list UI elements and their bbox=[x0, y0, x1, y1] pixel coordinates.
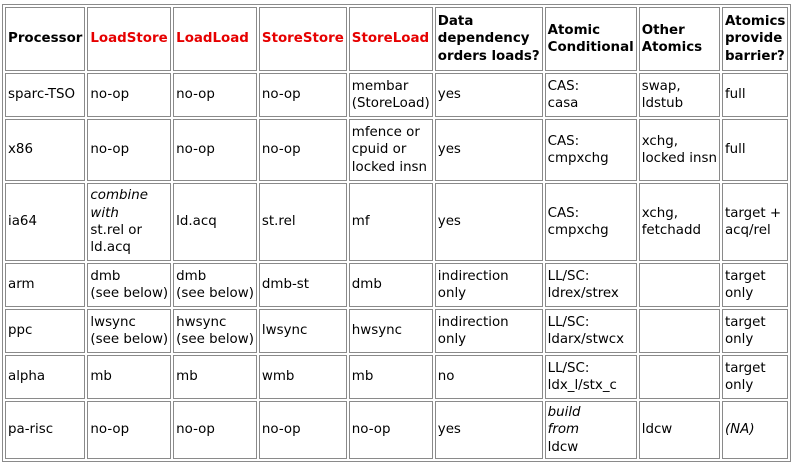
table-cell bbox=[545, 263, 637, 307]
cell-line: acq/rel bbox=[724, 223, 771, 238]
cell-line: no-op bbox=[351, 422, 391, 438]
table-row bbox=[5, 73, 788, 117]
cell-line: indirection bbox=[437, 314, 509, 330]
table-cell bbox=[545, 119, 637, 181]
table-cell bbox=[639, 73, 720, 117]
table-cell bbox=[435, 119, 543, 181]
cell-line: st.rel or bbox=[90, 223, 142, 238]
cell-line: CAS: bbox=[547, 78, 580, 94]
table-row bbox=[5, 183, 788, 261]
cell-line: dmb-st bbox=[261, 277, 310, 293]
table-cell bbox=[259, 183, 347, 261]
cell-line: yes bbox=[437, 142, 461, 158]
cell-line: target bbox=[724, 268, 766, 284]
cell-line: (NA) bbox=[724, 422, 755, 438]
column-header-line: Atomics bbox=[724, 13, 786, 29]
table-cell bbox=[435, 183, 543, 261]
table-cell bbox=[639, 355, 720, 399]
table-cell bbox=[87, 73, 171, 117]
cell-line: only bbox=[724, 286, 754, 301]
cell-line: (StoreLoad) bbox=[351, 96, 430, 111]
table-cell bbox=[545, 401, 637, 459]
cell-line: mb bbox=[176, 369, 198, 385]
cell-line: full bbox=[724, 142, 746, 158]
cell-line: ldcw bbox=[547, 439, 579, 455]
table-cell bbox=[87, 401, 171, 459]
table-cell bbox=[173, 401, 257, 459]
table-cell bbox=[259, 263, 347, 307]
table-cell bbox=[173, 355, 257, 399]
column-header bbox=[87, 7, 171, 71]
table-cell bbox=[87, 309, 171, 353]
cell-line: st.rel bbox=[261, 214, 296, 230]
column-header-line: Data bbox=[437, 13, 474, 29]
cell-line: no-op bbox=[261, 87, 301, 103]
header-row bbox=[5, 7, 788, 71]
table-cell bbox=[435, 355, 543, 399]
table-cell bbox=[173, 263, 257, 307]
table-row bbox=[5, 309, 788, 353]
cell-line: mb bbox=[351, 369, 374, 385]
table-row bbox=[5, 401, 788, 459]
cell-line: target bbox=[724, 360, 766, 376]
column-header bbox=[639, 7, 720, 71]
processor-cell bbox=[5, 309, 85, 353]
table-cell bbox=[87, 119, 171, 181]
table-cell bbox=[349, 263, 433, 307]
table-cell bbox=[173, 183, 257, 261]
table-cell bbox=[349, 119, 433, 181]
cell-line: dmb bbox=[90, 268, 121, 284]
table-cell bbox=[259, 309, 347, 353]
cell-line: no-op bbox=[261, 142, 301, 158]
cell-line: combine bbox=[90, 188, 148, 204]
column-header-line: Conditional bbox=[547, 40, 634, 55]
column-header bbox=[545, 7, 637, 71]
cell-line: lwsync bbox=[90, 314, 136, 330]
cell-line: ppc bbox=[8, 323, 33, 339]
cell-line: CAS: bbox=[547, 133, 580, 149]
cell-line: no-op bbox=[176, 87, 215, 103]
cell-line: no-op bbox=[90, 142, 130, 158]
table-cell bbox=[722, 73, 788, 117]
cell-line: no-op bbox=[90, 87, 130, 103]
cell-line: only bbox=[437, 332, 467, 347]
cell-line: cmpxchg bbox=[547, 223, 609, 238]
cell-line: hwsync bbox=[176, 314, 227, 330]
cell-line: dmb bbox=[176, 268, 207, 284]
table-cell bbox=[435, 73, 543, 117]
cell-line: mfence or bbox=[351, 124, 420, 140]
cell-line: ldstub bbox=[641, 96, 684, 111]
cell-line: x86 bbox=[8, 142, 33, 158]
cell-line: target + bbox=[724, 205, 782, 221]
table-cell bbox=[722, 355, 788, 399]
column-header-line: Other bbox=[641, 22, 685, 38]
cell-line: xchg, bbox=[641, 133, 679, 149]
column-header-line: Atomic bbox=[547, 22, 601, 38]
table-cell bbox=[722, 119, 788, 181]
cell-line: wmb bbox=[261, 369, 295, 385]
cell-line: only bbox=[437, 286, 467, 301]
table-cell bbox=[87, 355, 171, 399]
table-cell bbox=[349, 309, 433, 353]
table-cell bbox=[259, 119, 347, 181]
cell-line: locked insn bbox=[641, 151, 717, 166]
cell-line: only bbox=[724, 332, 754, 347]
column-header bbox=[5, 7, 85, 71]
table-cell bbox=[639, 119, 720, 181]
cell-line: (see below) bbox=[90, 332, 169, 347]
processor-cell bbox=[5, 183, 85, 261]
cell-line: membar bbox=[351, 78, 409, 94]
processor-cell bbox=[5, 263, 85, 307]
column-header-line: barrier? bbox=[724, 48, 785, 64]
table-cell bbox=[722, 263, 788, 307]
column-header bbox=[173, 7, 257, 71]
processor-cell bbox=[5, 401, 85, 459]
cell-line: xchg, bbox=[641, 205, 679, 221]
column-header-line: orders loads? bbox=[437, 48, 540, 64]
table-cell bbox=[435, 401, 543, 459]
cell-line: no-op bbox=[176, 142, 215, 158]
table-cell bbox=[87, 183, 171, 261]
processor-cell bbox=[5, 73, 85, 117]
table-cell bbox=[722, 309, 788, 353]
table-cell bbox=[435, 309, 543, 353]
cell-line: only bbox=[724, 378, 754, 393]
cell-line: arm bbox=[8, 277, 35, 293]
cell-line: target bbox=[724, 314, 766, 330]
cell-line: mb bbox=[90, 369, 112, 385]
cell-line: fetchadd bbox=[641, 223, 701, 238]
cell-line: LL/SC: bbox=[547, 314, 590, 330]
column-header-line: StoreLoad bbox=[351, 31, 430, 47]
cell-line: yes bbox=[437, 422, 461, 438]
table-row bbox=[5, 355, 788, 399]
cell-line: cmpxchg bbox=[547, 151, 609, 166]
cell-line: ia64 bbox=[8, 214, 37, 230]
cell-line: yes bbox=[437, 214, 461, 230]
table-cell bbox=[87, 263, 171, 307]
table-cell bbox=[639, 263, 720, 307]
cell-line: with bbox=[90, 205, 119, 221]
processor-cell bbox=[5, 355, 85, 399]
memory-barrier-table bbox=[2, 4, 791, 462]
column-header-line: StoreStore bbox=[261, 31, 344, 47]
cell-line: ldarx/stwcx bbox=[547, 332, 625, 347]
processor-cell bbox=[5, 119, 85, 181]
table-cell bbox=[173, 119, 257, 181]
cell-line: ldcw bbox=[641, 422, 673, 438]
table-cell bbox=[545, 73, 637, 117]
table-cell bbox=[349, 73, 433, 117]
table-row bbox=[5, 119, 788, 181]
column-header-line: dependency bbox=[437, 31, 530, 47]
table-cell bbox=[545, 355, 637, 399]
cell-line: ldx_l/stx_c bbox=[547, 378, 617, 393]
cell-line: full bbox=[724, 87, 746, 103]
cell-line: LL/SC: bbox=[547, 268, 590, 284]
table-cell bbox=[435, 263, 543, 307]
column-header-line: Processor bbox=[8, 31, 83, 47]
column-header bbox=[349, 7, 433, 71]
cell-line: mf bbox=[351, 214, 370, 230]
cell-line: no-op bbox=[176, 422, 215, 438]
table-cell bbox=[349, 183, 433, 261]
table-cell bbox=[639, 183, 720, 261]
cell-line: ld.acq bbox=[90, 240, 131, 256]
cell-line: locked insn bbox=[351, 159, 428, 175]
table-cell bbox=[639, 309, 720, 353]
cell-line: hwsync bbox=[351, 323, 402, 339]
column-header-line: LoadStore bbox=[90, 31, 168, 47]
column-header-line: Atomics bbox=[641, 40, 703, 55]
table-cell bbox=[349, 401, 433, 459]
cell-line: ldrex/strex bbox=[547, 286, 619, 301]
column-header-line: LoadLoad bbox=[176, 31, 249, 47]
cell-line: cpuid or bbox=[351, 142, 407, 158]
cell-line: from bbox=[547, 422, 580, 438]
table-cell bbox=[639, 401, 720, 459]
table-cell bbox=[722, 183, 788, 261]
table-cell bbox=[545, 309, 637, 353]
cell-line: casa bbox=[547, 96, 579, 111]
table-cell bbox=[259, 401, 347, 459]
cell-line: build bbox=[547, 404, 581, 420]
cell-line: no-op bbox=[90, 422, 130, 438]
table-row bbox=[5, 263, 788, 307]
column-header bbox=[259, 7, 347, 71]
table-cell bbox=[722, 401, 788, 459]
cell-line: (see below) bbox=[176, 332, 254, 347]
cell-line: CAS: bbox=[547, 205, 580, 221]
cell-line: ld.acq bbox=[176, 214, 217, 230]
cell-line: lwsync bbox=[261, 323, 308, 339]
table-cell bbox=[173, 73, 257, 117]
cell-line: (see below) bbox=[176, 286, 254, 301]
cell-line: sparc-TSO bbox=[8, 87, 76, 103]
table-body bbox=[5, 73, 788, 459]
cell-line: yes bbox=[437, 87, 461, 103]
table-cell bbox=[349, 355, 433, 399]
table-cell bbox=[259, 73, 347, 117]
cell-line: (see below) bbox=[90, 286, 169, 301]
cell-line: LL/SC: bbox=[547, 360, 590, 376]
table-cell bbox=[173, 309, 257, 353]
cell-line: no bbox=[437, 369, 455, 385]
column-header bbox=[722, 7, 788, 71]
table-cell bbox=[545, 183, 637, 261]
table-cell bbox=[259, 355, 347, 399]
column-header bbox=[435, 7, 543, 71]
cell-line: swap, bbox=[641, 78, 681, 94]
cell-line: alpha bbox=[8, 369, 46, 385]
column-header-line: provide bbox=[724, 31, 783, 47]
cell-line: dmb bbox=[351, 277, 382, 293]
cell-line: pa-risc bbox=[8, 422, 54, 438]
barrier-table-container bbox=[2, 4, 791, 462]
cell-line: no-op bbox=[261, 422, 301, 438]
cell-line: indirection bbox=[437, 268, 509, 284]
